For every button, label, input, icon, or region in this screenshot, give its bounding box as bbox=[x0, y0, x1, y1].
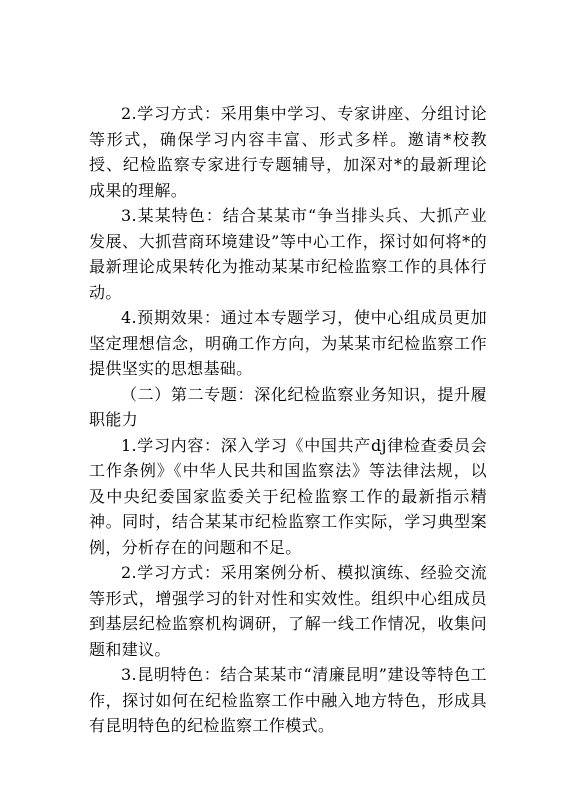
paragraph-study-method-2: 2.学习方式：采用案例分析、模拟演练、经验交流等形式，增强学习的针对性和实效性。组织中心组成员到基层纪检监察机构调研，了解一线工作情况，收集问题和建议。 bbox=[89, 563, 487, 659]
paragraph-expected-effect: 4.预期效果：通过本专题学习，使中心组成员更加坚定理想信念，明确工作方向，为某某市纪检监察工作提供坚实的思想基础。 bbox=[89, 308, 487, 378]
paragraph-local-feature-2: 3.昆明特色：结合某某市“清廉昆明”建设等特色工作，探讨如何在纪检监察工作中融入地方特色，形成具有昆明特色的纪检监察工作模式。 bbox=[89, 665, 487, 735]
section-heading-second-topic: （二）第二专题：深化纪检监察业务知识，提升履职能力 bbox=[89, 384, 487, 429]
paragraph-local-feature-1: 3.某某特色：结合某某市“争当排头兵、大抓产业发展、大抓营商环境建设”等中心工作，探讨如何将*的最新理论成果转化为推动某某市纪检监察工作的具体行动。 bbox=[89, 206, 487, 302]
paragraph-study-method-1: 2.学习方式：采用集中学习、专家讲座、分组讨论等形式，确保学习内容丰富、形式多样。邀请*校教授、纪检监察专家进行专题辅导，加深对*的最新理论成果的理解。 bbox=[89, 104, 487, 200]
paragraph-study-content: 1.学习内容：深入学习《中国共产dj律检查委员会工作条例》《中华人民共和国监察法》等法律法规，以及中央纪委国家监委关于纪检监察工作的最新指示精神。同时，结合某某市纪检监察工作实际，学习典型案例，分析存在的问题和不足。 bbox=[89, 435, 487, 557]
